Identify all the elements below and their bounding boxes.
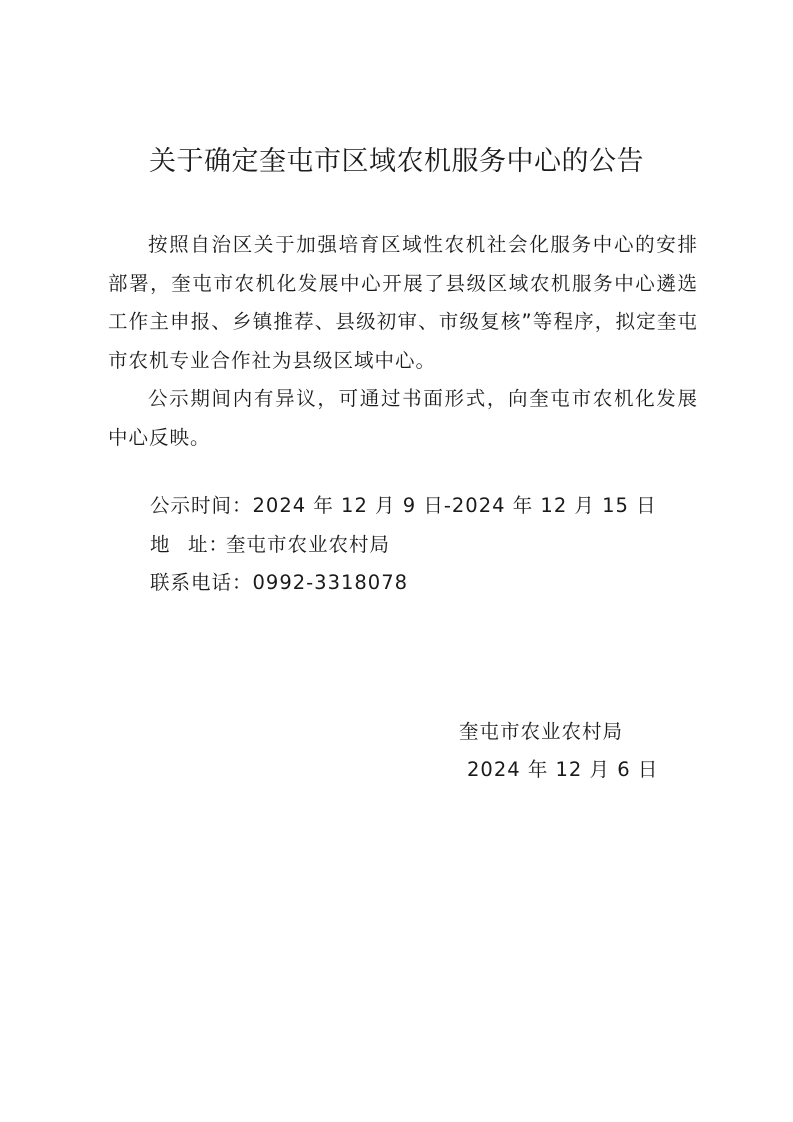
address-value: 奎屯市农业农村局	[226, 533, 391, 556]
signature-date: 2024 年 12 月 6 日	[467, 758, 659, 781]
address-label: 地 址：	[150, 533, 230, 556]
phone-value: 0992-3318078	[252, 571, 409, 594]
phone-label: 联系电话：	[150, 571, 253, 594]
publicity-time-line	[150, 487, 657, 526]
paragraph-objection: 公示期间内有异议，可通过书面形式，向奎屯市农机化发展中心反映。	[108, 387, 698, 449]
publicity-time-label: 公示时间：	[150, 494, 253, 517]
phone-line	[150, 564, 408, 603]
page-title: 关于确定奎屯市区域农机服务中心的公告	[149, 146, 644, 177]
address-line	[150, 526, 390, 565]
signature-organization: 奎屯市农业农村局	[459, 720, 624, 743]
paragraph-announcement: 按照自治区关于加强培育区域性农机社会化服务中心的安排部署，奎屯市农机化发展中心开展了县级区域农机服务中心遴选工作主申报、乡镇推荐、县级初审、市级复核”等程序，拟定奎屯市农机专业合作社为县级区域中心。	[108, 233, 698, 372]
publicity-time-value: 2024 年 12 月 9 日-2024 年 12 月 15 日	[252, 494, 657, 517]
